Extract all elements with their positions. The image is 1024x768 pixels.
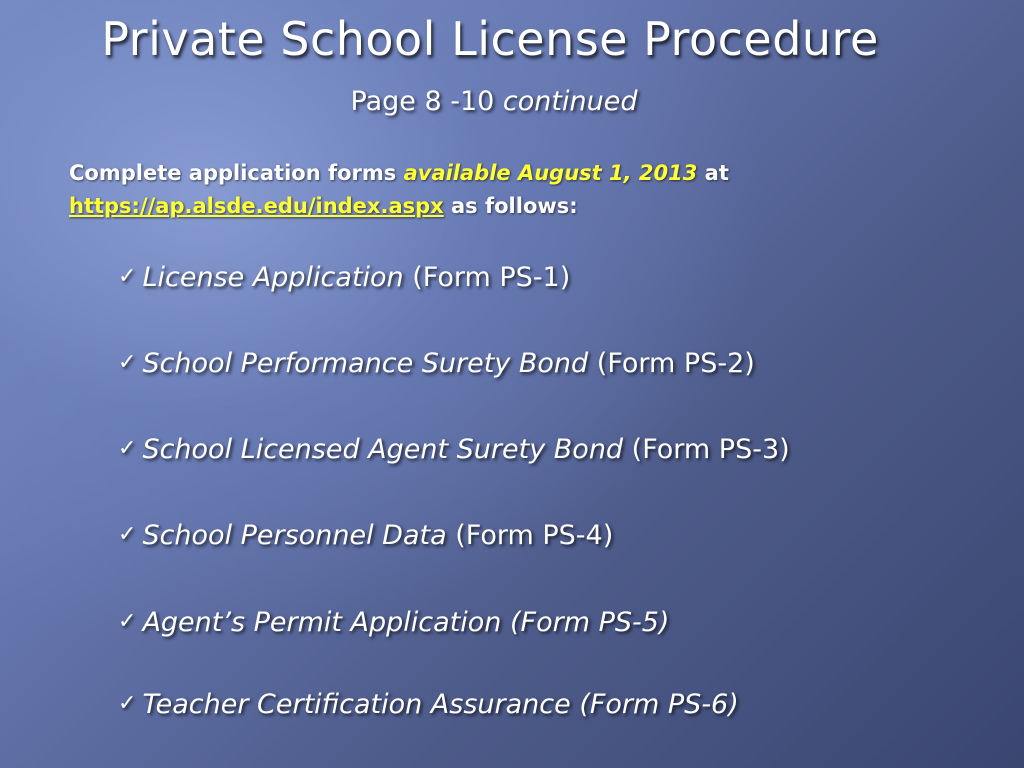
application-url-link[interactable]: https://ap.alsde.edu/index.aspx: [69, 194, 444, 218]
form-name: Agent’s Permit Application: [142, 607, 502, 638]
form-name: School Performance Surety Bond: [142, 348, 589, 379]
form-code: (Form PS-3): [631, 434, 790, 465]
form-item-ps1: [118, 262, 570, 293]
continued-label: continued: [502, 86, 638, 117]
form-item-ps6: [118, 689, 739, 720]
check-icon: ✓: [118, 350, 137, 375]
form-code: (Form PS-1): [412, 262, 571, 293]
intro-paragraph: [69, 157, 969, 223]
form-name: License Application: [142, 262, 404, 293]
availability-date: available August 1, 2013: [403, 161, 698, 185]
page-reference: Page 8 -10: [350, 86, 495, 117]
intro-trail: as follows:: [451, 194, 578, 218]
check-icon: ✓: [118, 691, 137, 716]
form-code: (Form PS-2): [596, 348, 755, 379]
form-code: (Form PS-5): [510, 607, 670, 638]
form-item-ps3: [118, 434, 790, 465]
check-icon: ✓: [118, 436, 137, 461]
form-code: (Form PS-6): [579, 689, 739, 720]
form-name: School Personnel Data: [142, 520, 447, 551]
intro-lead: Complete application forms: [69, 161, 397, 185]
check-icon: ✓: [118, 264, 137, 289]
check-icon: ✓: [118, 522, 137, 547]
intro-at: at: [704, 161, 729, 185]
form-item-ps2: [118, 348, 755, 379]
form-item-ps5: [118, 607, 669, 638]
slide-subtitle: [0, 86, 988, 117]
form-code: (Form PS-4): [455, 520, 614, 551]
slide-title: Private School License Procedure: [101, 12, 879, 66]
form-item-ps4: [118, 520, 613, 551]
form-name: Teacher Certification Assurance: [142, 689, 571, 720]
check-icon: ✓: [118, 609, 137, 634]
form-name: School Licensed Agent Surety Bond: [142, 434, 624, 465]
